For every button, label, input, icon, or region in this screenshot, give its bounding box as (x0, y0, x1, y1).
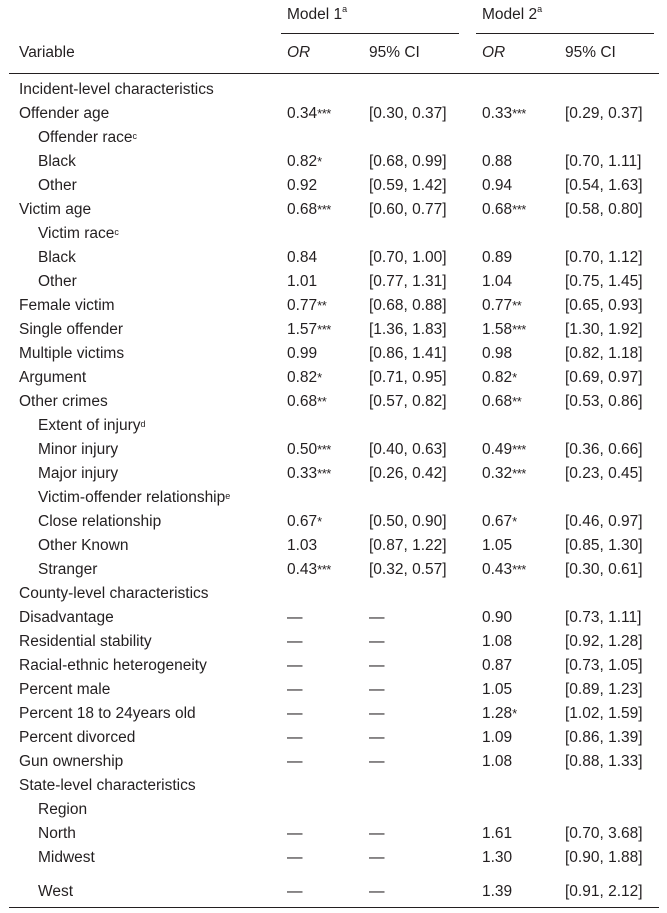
significance-stars: *** (512, 106, 526, 121)
variable-text: County-level characteristics (19, 585, 209, 602)
table-row (0, 270, 667, 294)
confidence-interval-model2: [0.70, 1.11] (565, 153, 642, 170)
table-row (0, 126, 667, 150)
odds-ratio-value: — (287, 705, 303, 722)
confidence-interval-model1: — (369, 609, 385, 626)
odds-ratio-value: 0.43 (287, 561, 318, 578)
significance-stars: ** (317, 394, 327, 409)
variable-text: Offender age (19, 105, 110, 122)
variable-text: North (38, 825, 76, 842)
significance-stars: *** (317, 442, 331, 457)
variable-text: Percent male (19, 681, 111, 698)
bottom-rule (9, 907, 659, 908)
model2-footnote-marker: a (537, 4, 543, 14)
confidence-interval-model1: [0.57, 0.82] (369, 393, 447, 410)
odds-ratio-model1 (287, 630, 303, 654)
confidence-interval-model2: [0.29, 0.37] (565, 105, 643, 122)
odds-ratio-value: — (287, 883, 303, 900)
confidence-interval-model2: [1.02, 1.59] (565, 705, 643, 722)
odds-ratio-value: — (287, 633, 303, 650)
odds-ratio-model2 (482, 342, 512, 366)
table-row (0, 222, 667, 246)
variable-text: Minor injury (38, 441, 119, 458)
odds-ratio-value: 0.82 (482, 369, 513, 386)
confidence-interval-model1: [0.87, 1.22] (369, 537, 447, 554)
confidence-interval-model1: [0.71, 0.95] (369, 369, 447, 386)
or-column-header-model1: OR (287, 44, 311, 61)
confidence-interval-model1: [0.30, 0.37] (369, 105, 447, 122)
table-row (0, 102, 667, 126)
significance-stars: *** (512, 466, 526, 481)
confidence-interval-model1: [0.86, 1.41] (369, 345, 447, 362)
odds-ratio-value: 0.99 (287, 345, 318, 362)
or-column-header-model2: OR (482, 44, 506, 61)
odds-ratio-value: 0.33 (287, 465, 318, 482)
ci-column-header-model2: 95% CI (565, 44, 616, 61)
table-row (0, 198, 667, 222)
table-row (0, 534, 667, 558)
odds-ratio-value: 0.82 (287, 369, 318, 386)
confidence-interval-model2: [1.30, 1.92] (565, 321, 643, 338)
significance-stars: *** (512, 322, 526, 337)
odds-ratio-model1 (287, 534, 317, 558)
variable-text: West (38, 883, 74, 900)
odds-ratio-value: 0.68 (287, 393, 318, 410)
table-row (0, 726, 667, 750)
variable-label (19, 102, 109, 126)
confidence-interval-model1: — (369, 633, 385, 650)
variable-text: Incident-level characteristics (19, 81, 214, 98)
variable-label (38, 126, 137, 150)
model2-label: Model 2 (482, 6, 538, 23)
variable-label (19, 294, 115, 318)
confidence-interval-model1: [0.40, 0.63] (369, 441, 447, 458)
odds-ratio-value: 1.58 (482, 321, 513, 338)
table-row (0, 174, 667, 198)
variable-text: Argument (19, 369, 87, 386)
odds-ratio-value: 0.33 (482, 105, 513, 122)
table-row (0, 630, 667, 654)
variable-label (38, 798, 87, 822)
significance-stars: * (512, 514, 517, 529)
variable-label (38, 150, 76, 174)
odds-ratio-value: 0.82 (287, 153, 318, 170)
table-row (0, 822, 667, 846)
odds-ratio-model2 (482, 246, 512, 270)
footnote-marker: c (132, 131, 137, 141)
odds-ratio-value: 0.67 (482, 513, 513, 530)
odds-ratio-value: 0.87 (482, 657, 513, 674)
variable-text: Extent of injury (38, 417, 141, 434)
odds-ratio-model1 (287, 246, 317, 270)
odds-ratio-value: 1.01 (287, 273, 318, 290)
variable-text: Black (38, 153, 76, 170)
significance-stars: *** (512, 442, 526, 457)
table-row (0, 582, 667, 606)
odds-ratio-model2 (482, 880, 512, 904)
confidence-interval-model1: [0.59, 1.42] (369, 177, 447, 194)
significance-stars: *** (317, 106, 331, 121)
variable-text: Midwest (38, 849, 95, 866)
variable-label (38, 174, 77, 198)
variable-text: Female victim (19, 297, 115, 314)
confidence-interval-model1: — (369, 657, 385, 674)
variable-label (19, 582, 209, 606)
confidence-interval-model2: [0.58, 0.80] (565, 201, 643, 218)
variable-label (19, 654, 207, 678)
odds-ratio-model2 (482, 846, 512, 870)
odds-ratio-model1 (287, 822, 303, 846)
significance-stars: ** (512, 298, 522, 313)
odds-ratio-model2 (482, 270, 512, 294)
variable-label (19, 342, 124, 366)
odds-ratio-value: 1.05 (482, 681, 513, 698)
confidence-interval-model1: [0.26, 0.42] (369, 465, 447, 482)
odds-ratio-model2 (482, 174, 512, 198)
table-row (0, 880, 667, 904)
variable-text: Other Known (38, 537, 129, 554)
table-row (0, 246, 667, 270)
significance-stars: *** (317, 322, 331, 337)
odds-ratio-model1 (287, 342, 317, 366)
variable-text: Region (38, 801, 88, 818)
table-row (0, 462, 667, 486)
odds-ratio-value: 0.77 (482, 297, 513, 314)
odds-ratio-model1 (287, 880, 303, 904)
confidence-interval-model2: [0.73, 1.05] (565, 657, 643, 674)
variable-label (38, 246, 76, 270)
significance-stars: * (317, 514, 322, 529)
table-row (0, 390, 667, 414)
variable-label (19, 78, 214, 102)
odds-ratio-value: 0.68 (482, 393, 513, 410)
odds-ratio-value: 0.98 (482, 345, 513, 362)
confidence-interval-model2: [0.23, 0.45] (565, 465, 643, 482)
confidence-interval-model1: [0.68, 0.88] (369, 297, 447, 314)
odds-ratio-value: — (287, 729, 303, 746)
variable-text: Offender race (38, 129, 133, 146)
variable-text: Victim race (38, 225, 115, 242)
odds-ratio-value: — (287, 657, 303, 674)
confidence-interval-model2: [0.36, 0.66] (565, 441, 643, 458)
odds-ratio-value: 0.77 (287, 297, 318, 314)
table-row (0, 414, 667, 438)
variable-label (19, 606, 114, 630)
significance-stars: * (512, 706, 517, 721)
variable-text: Multiple victims (19, 345, 125, 362)
confidence-interval-model1: — (369, 729, 385, 746)
model1-label: Model 1 (287, 6, 343, 23)
variable-label (38, 438, 118, 462)
significance-stars: *** (512, 562, 526, 577)
variable-text: Percent 18 to 24years old (19, 705, 196, 722)
odds-ratio-model2 (482, 390, 521, 414)
model2-heading (482, 6, 542, 24)
odds-ratio-model1 (287, 702, 303, 726)
variable-text: Other crimes (19, 393, 108, 410)
variable-label (38, 462, 118, 486)
significance-stars: *** (317, 562, 331, 577)
table-row (0, 606, 667, 630)
confidence-interval-model2: [0.73, 1.11] (565, 609, 642, 626)
odds-ratio-model1 (287, 558, 331, 582)
significance-stars: *** (317, 466, 331, 481)
odds-ratio-model1 (287, 606, 303, 630)
odds-ratio-model1 (287, 462, 331, 486)
significance-stars: * (317, 370, 322, 385)
confidence-interval-model1: — (369, 705, 385, 722)
odds-ratio-model2 (482, 630, 512, 654)
odds-ratio-model2 (482, 318, 526, 342)
confidence-interval-model2: [0.30, 0.61] (565, 561, 643, 578)
variable-text: Residential stability (19, 633, 152, 650)
odds-ratio-model2 (482, 558, 526, 582)
significance-stars: *** (512, 202, 526, 217)
odds-ratio-value: 0.49 (482, 441, 513, 458)
odds-ratio-model1 (287, 438, 331, 462)
table-row (0, 150, 667, 174)
model2-rule (476, 33, 654, 34)
variable-text: Single offender (19, 321, 123, 338)
odds-ratio-value: 1.09 (482, 729, 513, 746)
variable-label (19, 366, 86, 390)
odds-ratio-value: 0.84 (287, 249, 318, 266)
odds-ratio-model2 (482, 822, 512, 846)
variable-text: Percent divorced (19, 729, 136, 746)
variable-label (19, 774, 196, 798)
odds-ratio-value: 1.57 (287, 321, 318, 338)
variable-label (19, 630, 152, 654)
table-row (0, 558, 667, 582)
confidence-interval-model2: [0.65, 0.93] (565, 297, 643, 314)
confidence-interval-model1: — (369, 753, 385, 770)
variable-label (38, 880, 73, 904)
confidence-interval-model1: — (369, 825, 385, 842)
odds-ratio-model1 (287, 102, 331, 126)
odds-ratio-model2 (482, 102, 526, 126)
variable-label (19, 726, 135, 750)
odds-ratio-value: 0.32 (482, 465, 513, 482)
odds-ratio-model1 (287, 726, 303, 750)
variable-label (38, 846, 95, 870)
table-row (0, 798, 667, 822)
confidence-interval-model2: [0.82, 1.18] (565, 345, 643, 362)
variable-label (19, 750, 123, 774)
odds-ratio-value: 1.28 (482, 705, 513, 722)
odds-ratio-value: — (287, 849, 303, 866)
model1-heading (287, 6, 347, 24)
confidence-interval-model1: [0.32, 0.57] (369, 561, 447, 578)
variable-text: Black (38, 249, 76, 266)
odds-ratio-value: 0.68 (482, 201, 513, 218)
odds-ratio-value: 0.90 (482, 609, 513, 626)
confidence-interval-model2: [0.54, 1.63] (565, 177, 643, 194)
variable-label (38, 510, 161, 534)
confidence-interval-model1: [0.50, 0.90] (369, 513, 447, 530)
confidence-interval-model2: [0.92, 1.28] (565, 633, 643, 650)
odds-ratio-model1 (287, 654, 303, 678)
significance-stars: * (317, 154, 322, 169)
variable-label (19, 702, 196, 726)
table-row (0, 678, 667, 702)
odds-ratio-model1 (287, 270, 317, 294)
table-row (0, 702, 667, 726)
odds-ratio-model2 (482, 294, 521, 318)
significance-stars: * (512, 370, 517, 385)
odds-ratio-value: — (287, 609, 303, 626)
odds-ratio-value: 0.34 (287, 105, 318, 122)
odds-ratio-model1 (287, 198, 331, 222)
footnote-marker: e (225, 491, 231, 501)
variable-label (38, 558, 97, 582)
table-row (0, 294, 667, 318)
footnote-marker: d (140, 419, 146, 429)
significance-stars: ** (317, 298, 327, 313)
variable-text: Disadvantage (19, 609, 114, 626)
confidence-interval-model2: [0.89, 1.23] (565, 681, 643, 698)
table-row (0, 510, 667, 534)
variable-text: State-level characteristics (19, 777, 196, 794)
significance-stars: *** (317, 202, 331, 217)
odds-ratio-value: 0.92 (287, 177, 318, 194)
variable-text: Major injury (38, 465, 119, 482)
odds-ratio-model2 (482, 366, 517, 390)
variable-text: Racial-ethnic heterogeneity (19, 657, 207, 674)
odds-ratio-value: — (287, 681, 303, 698)
variable-label (38, 414, 146, 438)
odds-ratio-value: 1.08 (482, 633, 513, 650)
variable-label (19, 198, 91, 222)
odds-ratio-model1 (287, 510, 322, 534)
odds-ratio-model2 (482, 678, 512, 702)
confidence-interval-model1: [0.60, 0.77] (369, 201, 447, 218)
confidence-interval-model2: [0.91, 2.12] (565, 883, 643, 900)
odds-ratio-value: — (287, 825, 303, 842)
significance-stars: ** (512, 394, 522, 409)
odds-ratio-value: 0.94 (482, 177, 513, 194)
odds-ratio-value: 0.88 (482, 153, 513, 170)
odds-ratio-value: 1.03 (287, 537, 318, 554)
odds-ratio-model1 (287, 294, 326, 318)
odds-ratio-model2 (482, 654, 512, 678)
odds-ratio-value: 1.05 (482, 537, 513, 554)
variable-text: Other (38, 273, 77, 290)
variable-column-header: Variable (19, 44, 75, 61)
odds-ratio-model2 (482, 750, 512, 774)
table-row (0, 342, 667, 366)
table-row (0, 438, 667, 462)
odds-ratio-value: 0.89 (482, 249, 513, 266)
odds-ratio-model1 (287, 846, 303, 870)
variable-label (19, 390, 108, 414)
confidence-interval-model2: [0.70, 1.12] (565, 249, 643, 266)
model1-footnote-marker: a (342, 4, 348, 14)
confidence-interval-model2: [0.88, 1.33] (565, 753, 643, 770)
odds-ratio-value: 1.08 (482, 753, 513, 770)
table-row (0, 78, 667, 102)
confidence-interval-model2: [0.69, 0.97] (565, 369, 643, 386)
variable-text: Stranger (38, 561, 98, 578)
variable-text: Other (38, 177, 77, 194)
odds-ratio-model1 (287, 174, 317, 198)
variable-label (38, 822, 76, 846)
odds-ratio-model2 (482, 606, 512, 630)
odds-ratio-value: 0.50 (287, 441, 318, 458)
odds-ratio-value: 1.30 (482, 849, 513, 866)
variable-text: Victim age (19, 201, 92, 218)
confidence-interval-model1: [1.36, 1.83] (369, 321, 447, 338)
confidence-interval-model2: [0.46, 0.97] (565, 513, 643, 530)
confidence-interval-model1: — (369, 681, 385, 698)
variable-label (38, 222, 119, 246)
odds-ratio-value: 1.39 (482, 883, 513, 900)
odds-ratio-value: 1.61 (482, 825, 513, 842)
confidence-interval-model2: [0.86, 1.39] (565, 729, 643, 746)
odds-ratio-model2 (482, 726, 512, 750)
table-row (0, 774, 667, 798)
odds-ratio-model1 (287, 366, 322, 390)
confidence-interval-model2: [0.70, 3.68] (565, 825, 643, 842)
variable-label (19, 318, 123, 342)
confidence-interval-model1: [0.68, 0.99] (369, 153, 447, 170)
odds-ratio-model2 (482, 702, 517, 726)
confidence-interval-model2: [0.90, 1.88] (565, 849, 643, 866)
footnote-marker: c (114, 227, 119, 237)
variable-text: Close relationship (38, 513, 162, 530)
variable-label (38, 270, 77, 294)
confidence-interval-model1: — (369, 883, 385, 900)
table-row (0, 318, 667, 342)
variable-label (38, 486, 230, 510)
odds-ratio-model2 (482, 462, 526, 486)
odds-ratio-model1 (287, 390, 326, 414)
confidence-interval-model2: [0.85, 1.30] (565, 537, 643, 554)
odds-ratio-value: 0.68 (287, 201, 318, 218)
confidence-interval-model1: — (369, 849, 385, 866)
table-row (0, 750, 667, 774)
odds-ratio-model2 (482, 150, 512, 174)
table-row (0, 654, 667, 678)
odds-ratio-value: 1.04 (482, 273, 513, 290)
table-row (0, 846, 667, 870)
model1-rule (281, 33, 459, 34)
odds-ratio-model2 (482, 438, 526, 462)
odds-ratio-model1 (287, 150, 322, 174)
variable-label (19, 678, 110, 702)
odds-ratio-value: 0.67 (287, 513, 318, 530)
odds-ratio-model2 (482, 510, 517, 534)
odds-ratio-model2 (482, 534, 512, 558)
ci-column-header-model1: 95% CI (369, 44, 420, 61)
odds-ratio-model1 (287, 318, 331, 342)
confidence-interval-model2: [0.75, 1.45] (565, 273, 643, 290)
odds-ratio-model2 (482, 198, 526, 222)
odds-ratio-model1 (287, 750, 303, 774)
variable-label (38, 534, 128, 558)
odds-ratio-value: 0.43 (482, 561, 513, 578)
table-row (0, 486, 667, 510)
table-row (0, 366, 667, 390)
header-rule (9, 73, 659, 74)
confidence-interval-model2: [0.53, 0.86] (565, 393, 643, 410)
variable-text: Victim-offender relationship (38, 489, 226, 506)
odds-ratio-value: — (287, 753, 303, 770)
odds-ratio-model1 (287, 678, 303, 702)
variable-text: Gun ownership (19, 753, 124, 770)
confidence-interval-model1: [0.70, 1.00] (369, 249, 447, 266)
confidence-interval-model1: [0.77, 1.31] (369, 273, 447, 290)
